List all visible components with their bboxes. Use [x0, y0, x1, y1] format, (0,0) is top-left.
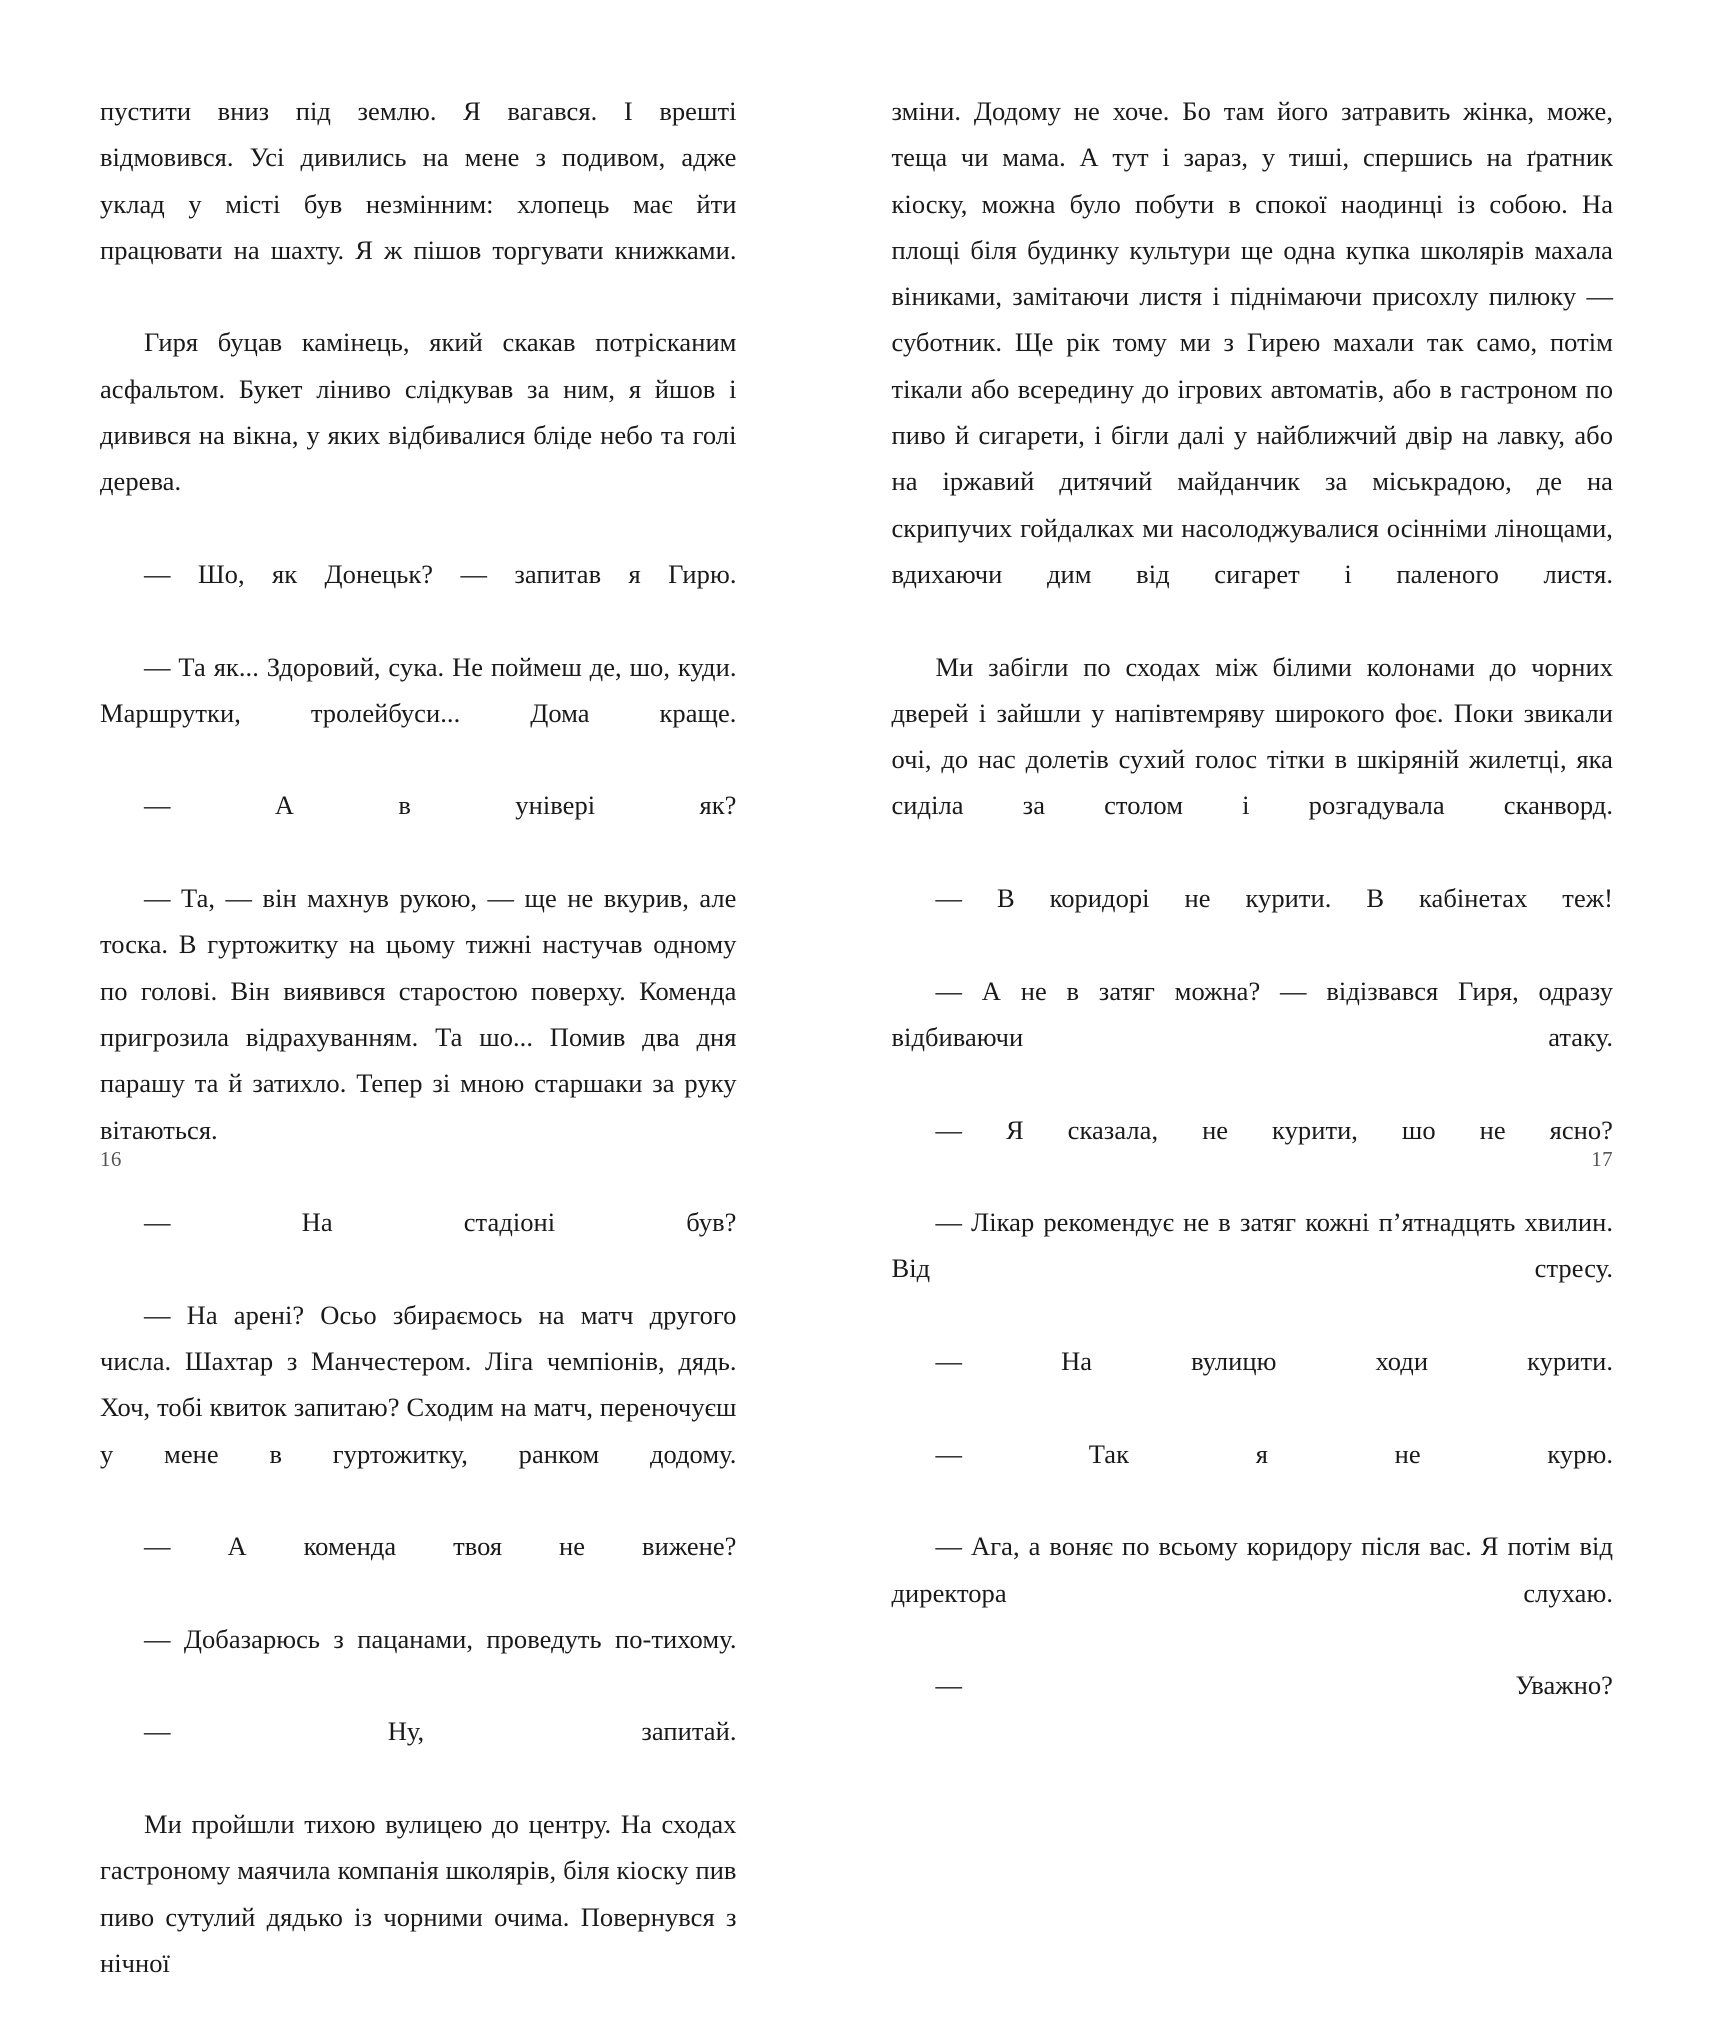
paragraph: — Добазарюсь з пацанами, проведуть по-тихому. [100, 1616, 737, 1709]
paragraph: — Шо, як Донецьк? — запитав я Гирю. [100, 551, 737, 644]
paragraph: — Так я не курю. [892, 1431, 1614, 1524]
page-number-right: 17 [1591, 1149, 1613, 1170]
paragraph: — А не в затяг можна? — відізвався Гиря, одразу відбиваючи атаку. [892, 968, 1614, 1107]
paragraph: — Лікар рекомендує не в затяг кожні п’ятнадцять хвилин. Від стресу. [892, 1199, 1614, 1338]
paragraph: — На вулицю ходи курити. [892, 1338, 1614, 1431]
page-left [0, 0, 857, 1258]
page-number-left: 16 [100, 1149, 122, 1170]
paragraph: — Ага, а воняє по всьому коридору після вас. Я потім від директора слухаю. [892, 1523, 1614, 1662]
paragraph: — А в універі як? [100, 782, 737, 875]
paragraph: зміни. Додому не хоче. Бо там його затравить жінка, може, теща чи мама. А тут і зараз, у тиші, спершись на ґратник кіоску, можна було побути в спокої наодинці із собою. На площі біля будинку культури ще одна купка школярів махала віниками, замітаючи листя і піднімаючи присохлу пилюку — суботник. Ще рік тому ми з Гирею махали так само, потім тікали або всередину до ігрових автоматів, або в гастроном по пиво й сигарети, і бігли далі у найближчий двір на лавку, або на іржавий дитячий майданчик за міськрадою, де на скрипучих гойдалках ми насолоджувалися осінніми лінощами, вдихаючи дим від сигарет і паленого листя. [892, 88, 1614, 644]
left-column-textblock [100, 88, 737, 2032]
paragraph: — На арені? Осьо збираємось на матч другого числа. Шахтар з Манчестером. Ліга чемпіонів, дядь. Хоч, тобі квиток запитаю? Сходим на матч, переночуєш у мене в гуртожитку, ранком додому. [100, 1292, 737, 1523]
paragraph: — В коридорі не курити. В кабінетах теж! [892, 875, 1614, 968]
paragraph: — А коменда твоя не вижене? [100, 1523, 737, 1616]
paragraph: — Та як... Здоровий, сука. Не поймеш де, шо, куди. Маршрутки, тролейбуси... Дома краще. [100, 644, 737, 783]
paragraph: — Уважно? [892, 1662, 1614, 1755]
paragraph: пустити вниз під землю. Я вагався. І врешті відмовився. Усі дивились на мене з подивом, адже уклад у місті був незмінним: хлопець має йти працювати на шахту. Я ж пішов торгувати книжками. [100, 88, 737, 319]
paragraph: — Та, — він махнув рукою, — ще не вкурив, але тоска. В гуртожитку на цьому тижні настучав одному по голові. Він виявився старостою поверху. Коменда пригрозила відрахуванням. Та шо... Помив два дня парашу та й затихло. Тепер зі мною старшаки за руку вітаються. [100, 875, 737, 1199]
right-column-textblock [892, 88, 1614, 1755]
paragraph: Ми забігли по сходах між білими колонами до чорних дверей і зайшли у напівтемряву широкого фоє. Поки звикали очі, до нас долетів сухий голос тітки в шкіряній жилетці, яка сиділа за столом і розгадувала сканворд. [892, 644, 1614, 875]
page-right [857, 0, 1713, 1258]
paragraph: Гиря буцав камінець, який скакав потрісканим асфальтом. Букет ліниво слідкував за ним, я йшов і дивився на вікна, у яких відбивалися бліде небо та голі дерева. [100, 319, 737, 550]
paragraph: — Ну, запитай. [100, 1708, 737, 1801]
paragraph: — Я сказала, не курити, шо не ясно? [892, 1107, 1614, 1200]
paragraph: — На стадіоні був? [100, 1199, 737, 1292]
paragraph: Ми пройшли тихою вулицею до центру. На сходах гастроному маячила компанія школярів, біля кіоску пив пиво сутулий дядько із чорними очима. Повернувся з нічної [100, 1801, 737, 2032]
